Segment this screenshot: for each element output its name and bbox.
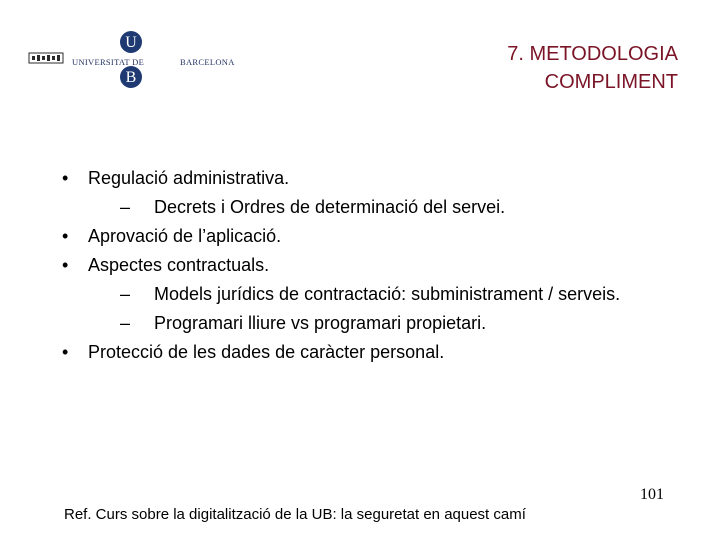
bullet-icon: • <box>62 342 69 362</box>
university-name-left: UNIVERSITAT DE <box>72 57 145 67</box>
logo-letter-b: B <box>120 66 142 88</box>
title-line-1: 7. METODOLOGIA <box>507 43 678 65</box>
list-item-text: Aprovació de l’aplicació. <box>88 226 282 246</box>
bullet-icon: • <box>62 168 69 188</box>
sub-list-item-text: Decrets i Ordres de determinació del servei. <box>154 197 506 217</box>
list-item-text: Regulació administrativa. <box>88 168 290 188</box>
reference-text: Ref. Curs sobre la digitalització de la UB: la seguretat en aquest camí <box>64 506 526 523</box>
bullet-list <box>62 164 620 367</box>
sub-list-item <box>96 193 620 222</box>
list-item <box>62 251 620 280</box>
sub-list-item <box>96 309 620 338</box>
sub-list-item <box>96 280 620 309</box>
small-emblem-icon <box>28 50 64 66</box>
list-item <box>62 164 620 193</box>
university-name-right: BARCELONA <box>180 57 235 67</box>
page-number: 101 <box>640 486 664 503</box>
list-item <box>62 222 620 251</box>
bullet-icon: • <box>62 255 69 275</box>
list-item-text: Aspectes contractuals. <box>88 255 270 275</box>
logo-letter-u: U <box>120 31 142 53</box>
university-logo <box>24 30 235 92</box>
dash-icon: – <box>120 197 131 217</box>
title-line-2: COMPLIMENT <box>544 71 678 93</box>
sub-list-item-text: Programari lliure vs programari propietari. <box>154 313 487 333</box>
dash-icon: – <box>120 284 131 304</box>
list-item-text: Protecció de les dades de caràcter personal. <box>88 342 445 362</box>
bullet-icon: • <box>62 226 69 246</box>
list-item <box>62 338 620 367</box>
sub-list-item-text: Models jurídics de contractació: subministrament / serveis. <box>154 284 621 304</box>
slide-title <box>507 40 678 96</box>
dash-icon: – <box>120 313 131 333</box>
